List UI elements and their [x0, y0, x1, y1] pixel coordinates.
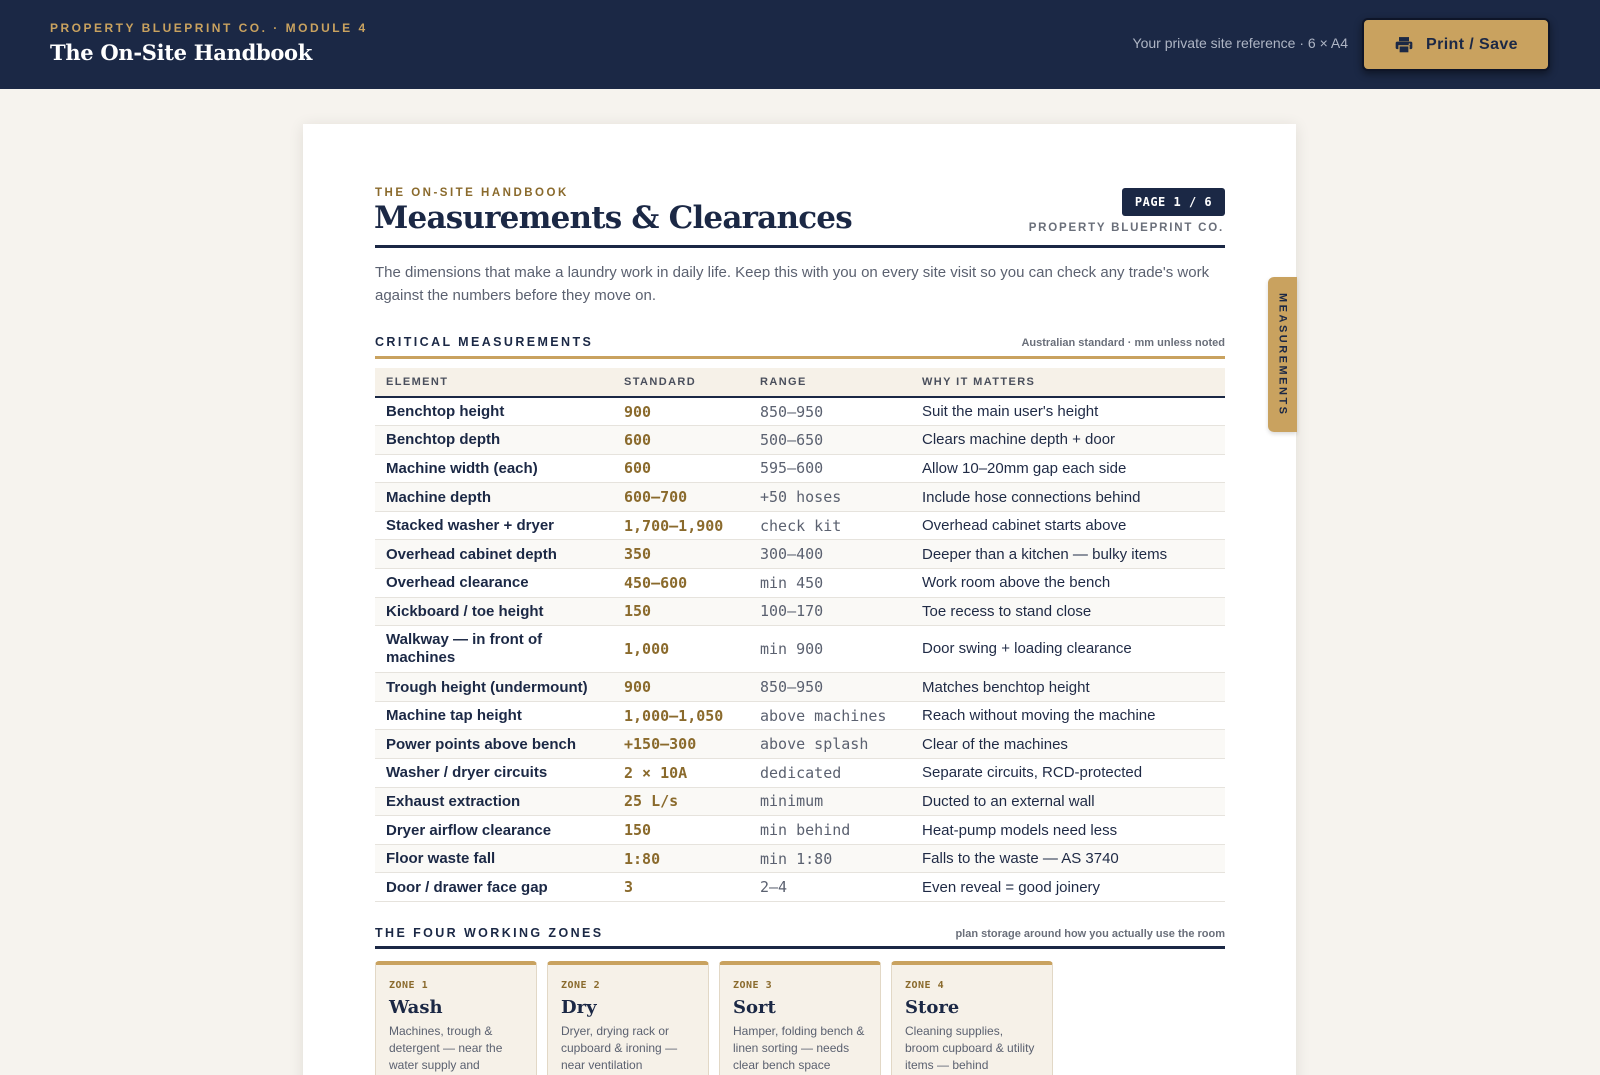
table-row — [375, 844, 1225, 873]
page-badge: PAGE 1 / 6 — [1122, 188, 1225, 216]
table-row — [375, 569, 1225, 598]
cell-why: Work room above the bench — [911, 569, 1225, 598]
cell-standard: 2 × 10A — [613, 759, 749, 788]
zone-label: ZONE 2 — [561, 980, 601, 991]
cell-range: 300–400 — [749, 540, 911, 569]
cell-element: Exhaust extraction — [375, 787, 613, 816]
cell-standard: +150–300 — [613, 730, 749, 759]
cell-element: Stacked washer + dryer — [375, 511, 613, 540]
critical-measurements-header — [375, 335, 1225, 355]
header-title: The On-Site Handbook — [50, 40, 313, 65]
cell-standard: 150 — [613, 816, 749, 845]
cell-element: Machine width (each) — [375, 454, 613, 483]
cell-element: Benchtop height — [375, 397, 613, 426]
cell-standard: 900 — [613, 397, 749, 426]
cell-standard: 1,000 — [613, 626, 749, 673]
cell-standard: 600–700 — [613, 483, 749, 512]
cell-why: Toe recess to stand close — [911, 597, 1225, 626]
cell-range: min 900 — [749, 626, 911, 673]
cell-range: above splash — [749, 730, 911, 759]
working-zones-header — [375, 926, 1225, 946]
cell-range: 850–950 — [749, 673, 911, 702]
cell-standard: 1,000–1,050 — [613, 701, 749, 730]
zone-card-store — [891, 961, 1053, 1075]
cell-why: Suit the main user's height — [911, 397, 1225, 426]
cell-range: 500–650 — [749, 426, 911, 455]
column-header-element: ELEMENT — [375, 368, 613, 397]
cell-why: Falls to the waste — AS 3740 — [911, 844, 1225, 873]
table-row — [375, 816, 1225, 845]
table-row — [375, 730, 1225, 759]
cell-why: Reach without moving the machine — [911, 701, 1225, 730]
cell-range: min 1:80 — [749, 844, 911, 873]
title-divider — [375, 245, 1225, 248]
cell-range: dedicated — [749, 759, 911, 788]
working-zones-note: plan storage around how you actually use the room — [955, 928, 1225, 940]
cell-range: min behind — [749, 816, 911, 845]
cell-standard: 600 — [613, 426, 749, 455]
header-reference: Your private site reference · 6 × A4 — [1132, 35, 1348, 51]
document-eyebrow: THE ON-SITE HANDBOOK — [375, 187, 569, 199]
cell-why: Heat-pump models need less — [911, 816, 1225, 845]
company-name: PROPERTY BLUEPRINT CO. — [1028, 222, 1224, 234]
cell-element: Machine tap height — [375, 701, 613, 730]
zone-name: Wash — [389, 997, 443, 1018]
critical-measurements-heading: CRITICAL MEASUREMENTS — [375, 335, 594, 349]
header-eyebrow: PROPERTY BLUEPRINT CO. · MODULE 4 — [50, 21, 368, 35]
cell-standard: 450–600 — [613, 569, 749, 598]
cell-range: 595–600 — [749, 454, 911, 483]
cell-range: 2–4 — [749, 873, 911, 902]
cell-range: check kit — [749, 511, 911, 540]
cell-standard: 900 — [613, 673, 749, 702]
cell-element: Floor waste fall — [375, 844, 613, 873]
cell-why: Overhead cabinet starts above — [911, 511, 1225, 540]
cell-standard: 1,700–1,900 — [613, 511, 749, 540]
cell-why: Include hose connections behind — [911, 483, 1225, 512]
cell-element: Machine depth — [375, 483, 613, 512]
cell-standard: 3 — [613, 873, 749, 902]
cell-why: Deeper than a kitchen — bulky items — [911, 540, 1225, 569]
cell-why: Door swing + loading clearance — [911, 626, 1225, 673]
table-row — [375, 540, 1225, 569]
cell-range: above machines — [749, 701, 911, 730]
print-save-button[interactable] — [1362, 18, 1550, 71]
cell-element: Benchtop depth — [375, 426, 613, 455]
table-row — [375, 454, 1225, 483]
cell-element: Trough height (undermount) — [375, 673, 613, 702]
table-row — [375, 873, 1225, 902]
table-row — [375, 483, 1225, 512]
cell-standard: 600 — [613, 454, 749, 483]
cell-element: Door / drawer face gap — [375, 873, 613, 902]
critical-measurements-note: Australian standard · mm unless noted — [1021, 337, 1225, 349]
cell-standard: 25 L/s — [613, 787, 749, 816]
table-row — [375, 426, 1225, 455]
cell-why: Matches benchtop height — [911, 673, 1225, 702]
cell-why: Clear of the machines — [911, 730, 1225, 759]
table-header-row — [375, 368, 1225, 397]
cell-range: 850–950 — [749, 397, 911, 426]
top-bar — [0, 0, 1600, 89]
zone-name: Dry — [561, 997, 597, 1018]
cell-why: Allow 10–20mm gap each side — [911, 454, 1225, 483]
document-title: Measurements & Clearances — [374, 200, 852, 236]
zone-description: Hamper, folding bench & linen sorting — needs clear bench space — [733, 1024, 865, 1072]
table-row — [375, 397, 1225, 426]
cell-why: Ducted to an external wall — [911, 787, 1225, 816]
critical-measurements-rule — [375, 356, 1225, 359]
table-row — [375, 759, 1225, 788]
cell-why: Even reveal = good joinery — [911, 873, 1225, 902]
side-tab-label: MEASUREMENTS — [1276, 292, 1289, 417]
zone-label: ZONE 3 — [733, 980, 773, 991]
document-intro: The dimensions that make a laundry work in daily life. Keep this with you on every site visit so you can check any trade's work against the numbers before they move on. — [375, 264, 1210, 304]
measurements-table — [375, 368, 1225, 902]
zone-label: ZONE 4 — [905, 980, 945, 991]
print-save-label: Print / Save — [1426, 35, 1518, 53]
column-header-standard: STANDARD — [613, 368, 749, 397]
zone-name: Store — [905, 997, 960, 1018]
working-zones-rule — [375, 946, 1225, 949]
cell-element: Kickboard / toe height — [375, 597, 613, 626]
zone-name: Sort — [733, 997, 776, 1018]
zone-card-wash — [375, 961, 537, 1075]
column-header-range: RANGE — [749, 368, 911, 397]
cell-element: Overhead cabinet depth — [375, 540, 613, 569]
cell-why: Separate circuits, RCD-protected — [911, 759, 1225, 788]
table-row — [375, 597, 1225, 626]
cell-element: Walkway — in front of machines — [375, 626, 613, 673]
cell-element: Washer / dryer circuits — [375, 759, 613, 788]
cell-element: Dryer airflow clearance — [375, 816, 613, 845]
cell-element: Power points above bench — [375, 730, 613, 759]
cell-why: Clears machine depth + door — [911, 426, 1225, 455]
zone-description: Machines, trough & detergent — near the water supply and — [389, 1024, 503, 1072]
zone-card-dry — [547, 961, 709, 1075]
cell-range: min 450 — [749, 569, 911, 598]
zone-description: Dryer, drying rack or cupboard & ironing — near ventilation — [561, 1024, 678, 1072]
cell-range: 100–170 — [749, 597, 911, 626]
table-row — [375, 511, 1225, 540]
cell-range: minimum — [749, 787, 911, 816]
table-row — [375, 787, 1225, 816]
table-row — [375, 701, 1225, 730]
zone-card-sort — [719, 961, 881, 1075]
cell-element: Overhead clearance — [375, 569, 613, 598]
table-row — [375, 673, 1225, 702]
cell-range: +50 hoses — [749, 483, 911, 512]
zone-description: Cleaning supplies, broom cupboard & utility items — behind — [905, 1024, 1035, 1072]
cell-standard: 350 — [613, 540, 749, 569]
table-row — [375, 626, 1225, 673]
zone-label: ZONE 1 — [389, 980, 429, 991]
cell-standard: 1:80 — [613, 844, 749, 873]
printer-icon — [1394, 35, 1414, 55]
working-zones-heading: THE FOUR WORKING ZONES — [375, 926, 604, 940]
cell-standard: 150 — [613, 597, 749, 626]
measurements-side-tab[interactable] — [1268, 277, 1297, 432]
column-header-why: WHY IT MATTERS — [911, 368, 1225, 397]
